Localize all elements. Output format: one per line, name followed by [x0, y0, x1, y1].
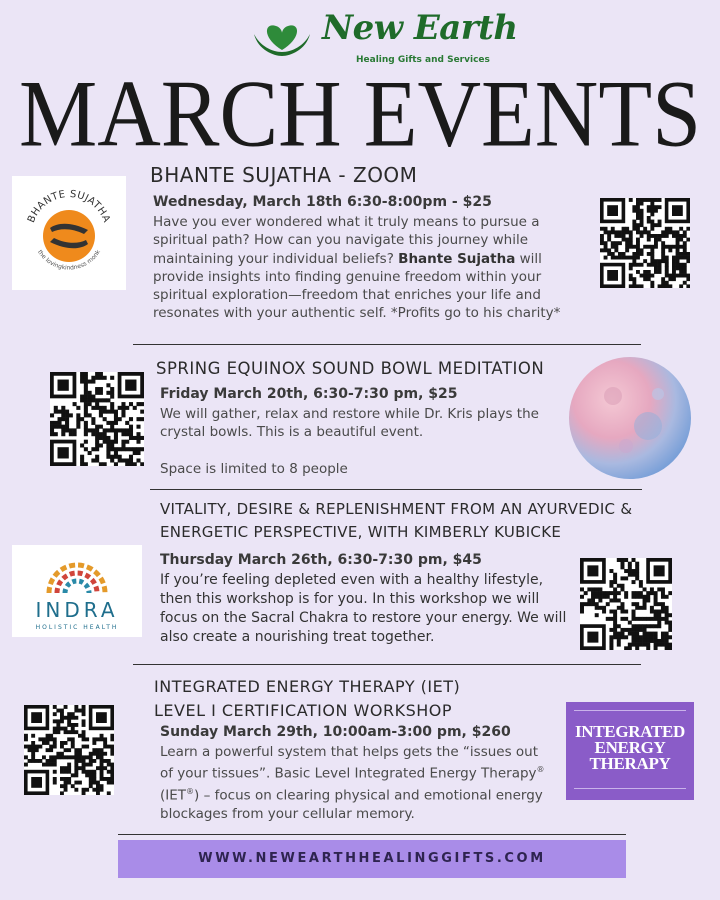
brand-tagline: Healing Gifts and Services [356, 55, 490, 65]
iet-promo-card [566, 702, 694, 800]
bhante-sujatha-logo [12, 176, 126, 290]
event-description: We will gather, relax and restore while Dr. Kris plays the crystal bowls. This is a beautiful event. [160, 406, 539, 441]
logo-bottom-text: the lovingkindness monk [36, 248, 102, 272]
event-description: Learn a powerful system that helps gets the “issues out of your tissues”. Basic Level Integrated Energy Therapy® (IET®) – focus on clearing physical and emotional energy blockages from your cellular memory. [160, 744, 545, 822]
moon-image [568, 356, 692, 480]
iet-card-title: INTEGRATED ENERGY THERAPY [574, 722, 686, 773]
section-divider [150, 489, 642, 490]
bhante-sujatha-logo-icon [12, 176, 126, 290]
event-title-line2: ENERGETIC PERSPECTIVE, WITH KIMBERLY KUBICKE [160, 523, 562, 541]
event-date: Sunday March 29th, 10:00am-3:00 pm, $260 [160, 724, 511, 740]
registered-mark: ® [186, 787, 195, 797]
section-divider [133, 664, 641, 665]
event-description: If you’re feeling depleted even with a healthy lifestyle, then this workshop is for you. In this workshop we will focus on the Sacral Chakra to restore your energy. We will also create a nourishing treat together. [160, 572, 567, 645]
logo-top-text: BHANTE SUJATHA [26, 188, 112, 225]
section-divider [133, 344, 641, 345]
qr-code[interactable] [600, 198, 690, 288]
event-date: Friday March 20th, 6:30-7:30 pm, $25 [160, 386, 458, 402]
indra-arc-icon [12, 545, 142, 637]
event-title-line2: LEVEL I CERTIFICATION WORKSHOP [154, 701, 452, 720]
brand-name: New Earth [322, 8, 518, 48]
indra-logo-name: INDRA [35, 598, 119, 622]
event-date: Wednesday, March 18th 6:30-8:00pm - $25 [153, 194, 492, 210]
indra-logo-sub: HOLISTIC HEALTH [35, 624, 119, 631]
event-date: Thursday March 26th, 6:30-7:30 pm, $45 [160, 552, 482, 568]
qr-code[interactable] [580, 558, 672, 650]
registered-mark: ® [536, 765, 545, 775]
footer-divider [118, 834, 626, 835]
event-title: SPRING EQUINOX SOUND BOWL MEDITATION [156, 359, 545, 378]
qr-code[interactable] [24, 705, 114, 795]
event-title: BHANTE SUJATHA - ZOOM [150, 163, 418, 187]
event-title-line1: VITALITY, DESIRE & REPLENISHMENT FROM AN AYURVEDIC & [160, 500, 633, 518]
event-description: Have you ever wondered what it truly means to pursue a spiritual path? How can you navigate this journey while maintaining your individual beliefs? Bhante Sujatha will provide insights into finding genuine freedom within your spiritual exploration—freedom that enriches your life and resonates with your authentic self. *Profits go to his charity* [153, 214, 561, 322]
website-link[interactable]: WWW.NEWEARTHHEALINGGIFTS.COM [198, 851, 546, 866]
event-note: Space is limited to 8 people [160, 461, 348, 477]
qr-code[interactable] [50, 372, 144, 466]
speaker-name: Bhante Sujatha [398, 250, 516, 267]
heart-hands-logo-icon [252, 20, 312, 58]
event-title-line1: INTEGRATED ENERGY THERAPY (IET) [154, 677, 461, 696]
indra-logo [12, 545, 142, 637]
page-title: MARCH EVENTS [18, 62, 702, 167]
